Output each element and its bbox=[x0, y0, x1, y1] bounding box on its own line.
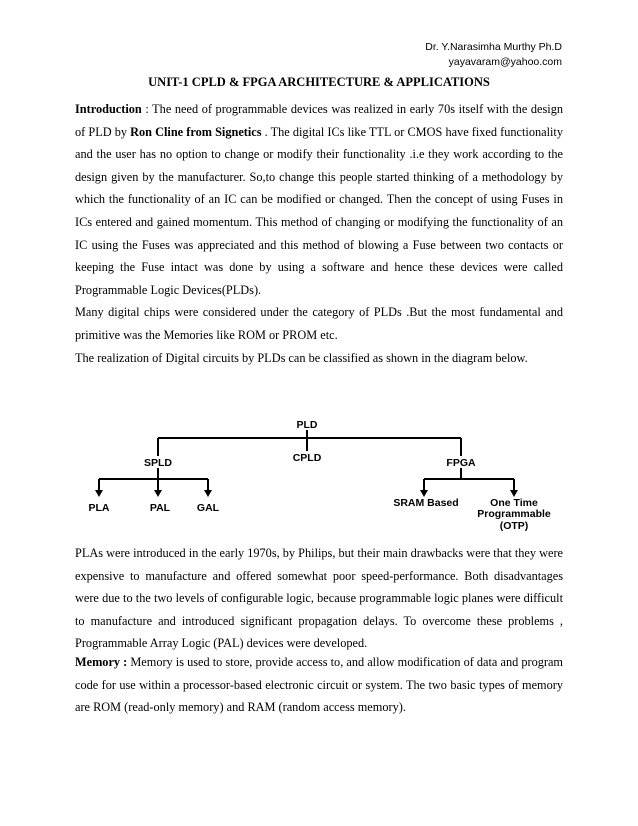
intro-bold-name: Ron Cline from Signetics bbox=[130, 124, 262, 139]
page-title: UNIT-1 CPLD & FPGA ARCHITECTURE & APPLICATIONS bbox=[148, 75, 490, 89]
intro-text-2: . The digital ICs like TTL or CMOS have fixed functionality and the user has no option to change or modify their functionality .i.e they work according to the design given by the manufacturer. So,to change this people started thinking of a methodology by which the functionality of an IC can be modified or changed. Then the concept of using Fuses in ICs entered and gained momentum. This method of changing or modifying the functionality of an IC using the Fuses was appreciated and this method of blowing a Fuse between two contacts or keeping the Fuse intact was done by using a software and hence these devices were called Programmable Logic Devices(PLDs). bbox=[75, 124, 563, 297]
intro-heading: Introduction bbox=[75, 102, 142, 116]
node-pal: PAL bbox=[149, 502, 171, 514]
intro-text-1: : The need of programmable devices was realized in early 70s itself with the design of PLD by bbox=[75, 102, 563, 139]
memory-text: Memory is used to store, provide access to, and allow modification of data and program code for use within a processor-based electronic circuit or system. The two basic types of memory are ROM (read-only memory) and RAM (random access memory). bbox=[75, 655, 564, 715]
node-fpga: FPGA bbox=[446, 457, 476, 469]
memory-heading: Memory : bbox=[75, 655, 128, 669]
pla-arrow bbox=[95, 490, 103, 497]
para-plas: PLAs were introduced in the early 1970s, by Philips, but their main drawbacks were that they were expensive to manufacture and offered somewhat poor speed-performance. Both disadvantages were due to the two levels of configurable logic, because programmable logic planes were difficult to manufacture and introduced significant propagation delays. To overcome these problems , Programmable Array Logic (PAL) devices were developed. bbox=[75, 546, 563, 651]
node-pla: PLA bbox=[88, 502, 110, 514]
node-otp-line2: Programmable bbox=[477, 508, 551, 520]
node-gal: GAL bbox=[196, 502, 220, 514]
sram-arrow bbox=[420, 490, 428, 497]
author-email: yayavaram@yahoo.com bbox=[448, 56, 562, 68]
node-pld: PLD bbox=[296, 419, 318, 431]
node-otp-line1: One Time bbox=[490, 497, 538, 509]
otp-arrow bbox=[510, 490, 518, 497]
node-cpld: CPLD bbox=[292, 452, 322, 464]
pal-arrow bbox=[154, 490, 162, 497]
para-realization: The realization of Digital circuits by PLDs can be classified as shown in the diagram below. bbox=[75, 350, 528, 365]
node-sram-based: SRAM Based bbox=[393, 497, 459, 509]
author-name: Dr. Y.Narasimha Murthy Ph.D bbox=[425, 41, 562, 53]
gal-arrow bbox=[204, 490, 212, 497]
para-many-chips: Many digital chips were considered under the category of PLDs .But the most fundamental and primitive was the Memories like ROM or PROM etc. bbox=[75, 305, 563, 342]
memory-section bbox=[75, 651, 563, 719]
node-spld: SPLD bbox=[143, 457, 173, 469]
node-otp-line3: (OTP) bbox=[499, 520, 529, 532]
